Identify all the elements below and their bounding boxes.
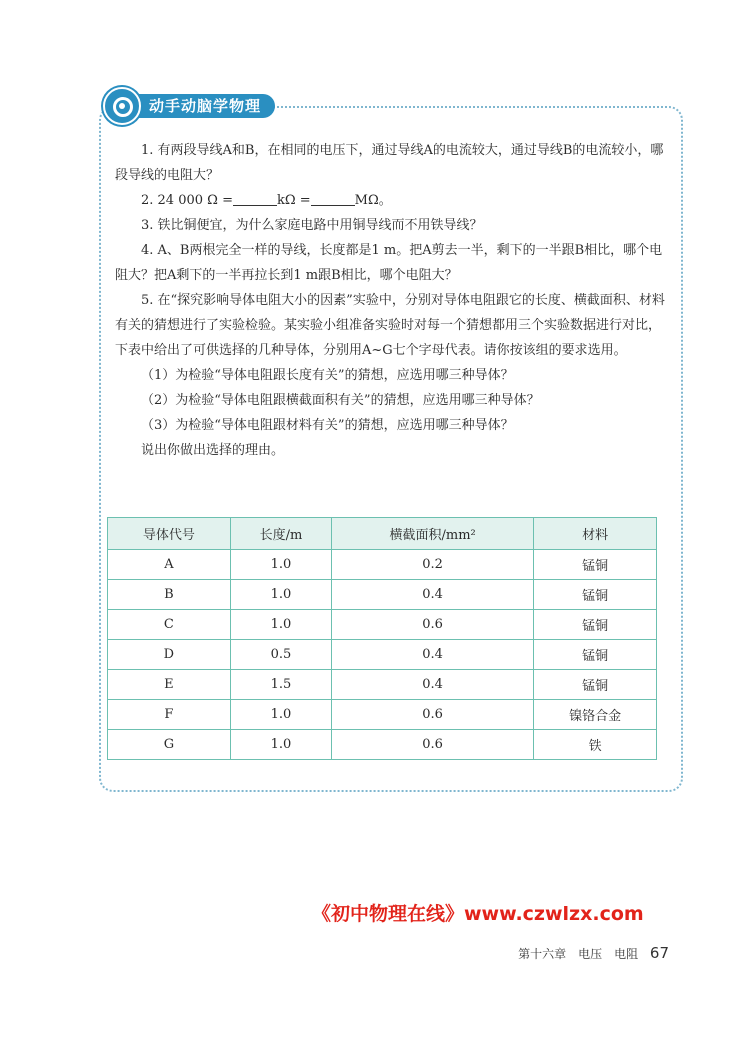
cell: 0.6 xyxy=(332,610,534,640)
page-footer xyxy=(518,944,669,962)
cell: F xyxy=(108,700,231,730)
table-header-row xyxy=(108,518,657,550)
header-area: 横截面积/mm² xyxy=(332,518,534,550)
cell: 1.5 xyxy=(230,670,331,700)
question-5-part-2: （2）为检验“导体电阻跟横截面积有关”的猜想，应选用哪三种导体？ xyxy=(141,393,540,408)
cell: B xyxy=(108,580,231,610)
cell: E xyxy=(108,670,231,700)
page-number: 67 xyxy=(649,944,669,962)
header-code: 导体代号 xyxy=(108,518,231,550)
table-row xyxy=(108,550,657,580)
section-header xyxy=(103,88,275,124)
question-1: 1. 有两段导线A和B，在相同的电压下，通过导线A的电流较大，通过导线B的电流较小，哪段导线的电阻大？ xyxy=(115,143,664,183)
cell: 锰铜 xyxy=(534,550,657,580)
cell: 铁 xyxy=(534,730,657,760)
cell: C xyxy=(108,610,231,640)
cell: 锰铜 xyxy=(534,640,657,670)
question-3: 3. 铁比铜便宜，为什么家庭电路中用铜导线而不用铁导线？ xyxy=(141,218,483,233)
cell: 0.4 xyxy=(332,580,534,610)
cell: G xyxy=(108,730,231,760)
table-row xyxy=(108,580,657,610)
question-2-mid: kΩ = xyxy=(276,193,311,208)
question-2-prefix: 2. 24 000 Ω = xyxy=(141,193,233,208)
cell: 1.0 xyxy=(230,550,331,580)
cell: 锰铜 xyxy=(534,670,657,700)
cell: A xyxy=(108,550,231,580)
cell: D xyxy=(108,640,231,670)
header-material: 材料 xyxy=(534,518,657,550)
target-icon xyxy=(103,87,141,125)
question-5-reason: 说出你做出选择的理由。 xyxy=(141,443,285,458)
cell: 1.0 xyxy=(230,730,331,760)
question-4: 4. A、B两根完全一样的导线，长度都是1 m。把A剪去一半，剩下的一半跟B相比，哪个电阻大？把A剩下的一半再拉长到1 m跟B相比，哪个电阻大？ xyxy=(115,243,663,283)
question-5-part-1: （1）为检验“导体电阻跟长度有关”的猜想，应选用哪三种导体？ xyxy=(141,368,514,383)
watermark: 《初中物理在线》www.czwlzx.com xyxy=(312,903,644,925)
question-5-part-3: （3）为检验“导体电阻跟材料有关”的猜想，应选用哪三种导体？ xyxy=(141,418,514,433)
questions xyxy=(115,138,667,463)
cell: 锰铜 xyxy=(534,580,657,610)
table-row xyxy=(108,670,657,700)
cell: 1.0 xyxy=(230,610,331,640)
cell: 锰铜 xyxy=(534,610,657,640)
cell: 0.4 xyxy=(332,640,534,670)
cell: 0.6 xyxy=(332,700,534,730)
cell: 0.6 xyxy=(332,730,534,760)
question-5: 5. 在“探究影响导体电阻大小的因素”实验中，分别对导体电阻跟它的长度、横截面积、材料有关的猜想进行了实验检验。某实验小组准备实验时对每一个猜想都用三个实验数据进行对比，下表中给出了可供选择的几种导体，分别用A~G七个字母代表。请你按该组的要求选用。 xyxy=(115,293,665,358)
answer-blank xyxy=(233,191,277,206)
question-2 xyxy=(115,188,667,213)
header-length: 长度/m xyxy=(230,518,331,550)
table-row xyxy=(108,730,657,760)
question-2-suffix: MΩ。 xyxy=(354,193,392,208)
cell: 镍铬合金 xyxy=(534,700,657,730)
table-row xyxy=(108,640,657,670)
answer-blank xyxy=(311,191,355,206)
chapter-title: 第十六章 电压 电阻 xyxy=(518,947,639,961)
cell: 1.0 xyxy=(230,580,331,610)
cell: 1.0 xyxy=(230,700,331,730)
table-row xyxy=(108,610,657,640)
cell: 0.2 xyxy=(332,550,534,580)
cell: 0.4 xyxy=(332,670,534,700)
conductor-table xyxy=(107,517,657,760)
section-title: 动手动脑学物理 xyxy=(131,94,275,118)
cell: 0.5 xyxy=(230,640,331,670)
table-row xyxy=(108,700,657,730)
